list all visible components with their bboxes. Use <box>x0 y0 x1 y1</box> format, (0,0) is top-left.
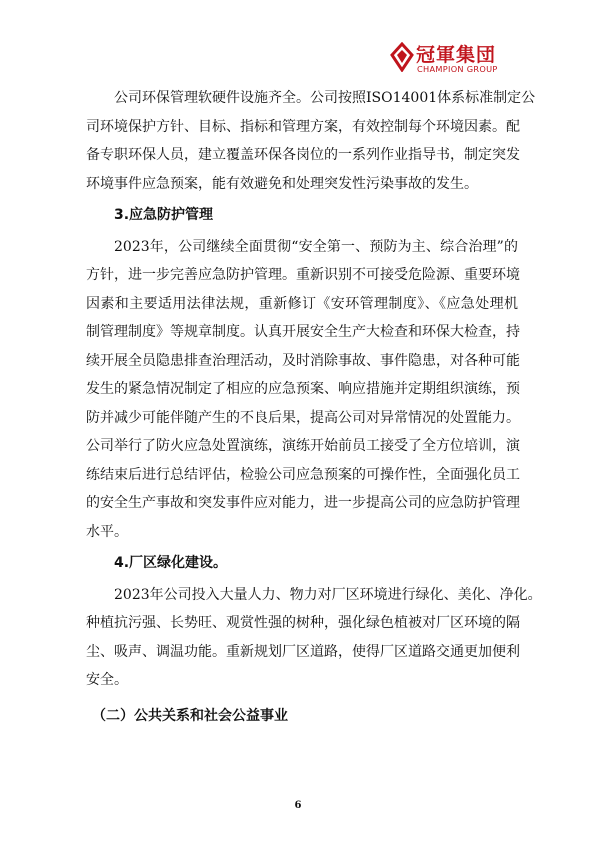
champion-diamond-icon <box>390 42 414 72</box>
text-line: 2023年公司投入大量人力、物力对厂区环境进行绿化、美化、净化。 <box>114 586 542 603</box>
text-line: 2023年，公司继续全面贯彻“安全第一、预防为主、综合治理”的 <box>114 238 518 255</box>
paragraph-emergency-management <box>86 233 518 547</box>
heading-public-relations: （二）公共关系和社会公益事业 <box>92 707 288 724</box>
logo-english-name: CHAMPION GROUP <box>417 64 498 74</box>
text-line: 因素和主要适用法律法规，重新修订《安环管理制度》、《应急处理机 <box>86 295 518 312</box>
paragraph-greening <box>86 581 542 695</box>
logo-chinese-name: 冠軍集団 <box>416 44 497 66</box>
text-line: 环境事件应急预案，能有效避免和处理突发性污染事故的发生。 <box>86 175 478 192</box>
heading-greening: 4.厂区绿化建设。 <box>114 555 228 571</box>
text-line: 公司举行了防火应急处置演练，演练开始前员工接受了全方位培训，演 <box>86 438 520 454</box>
heading-emergency-management: 3.应急防护管理 <box>114 207 214 223</box>
text-line: 司环境保护方针、目标、指标和管理方案，有效控制每个环境因素。配 <box>86 118 520 135</box>
text-line: 发生的紧急情况制定了相应的应急预案、响应措施并定期组织演练，预 <box>86 381 520 397</box>
text-line: 备专职环保人员，建立覆盖环保各岗位的一系列作业指导书，制定突发 <box>86 147 520 163</box>
text-line: 种植抗污强、长势旺、观赏性强的树种，强化绿色植被对厂区环境的隔 <box>86 615 520 631</box>
page-number: 6 <box>294 800 302 811</box>
page-content <box>86 84 542 730</box>
text-line: 制管理制度》等规章制度。认真开展安全生产大检查和环保大检查，持 <box>86 324 520 340</box>
text-line: 尘、吸声、调温功能。重新规划厂区道路，使得厂区道路交通更加便利 <box>86 643 520 660</box>
text-line: 练结束后进行总结评估，检验公司应急预案的可操作性，全面强化员工 <box>86 466 520 483</box>
text-line: 方针，进一步完善应急防护管理。重新识别不可接受危险源、重要环境 <box>86 267 520 283</box>
company-logo <box>390 40 520 76</box>
text-line: 公司环保管理软硬件设施齐全。公司按照ISO14001体系标准制定公 <box>114 90 536 106</box>
text-line: 续开展全员隐患排查治理活动，及时消除事故、事件隐患，对各种可能 <box>86 352 520 369</box>
text-line: 水平。 <box>86 523 128 540</box>
text-line: 安全。 <box>86 672 128 688</box>
text-line: 的安全生产事故和突发事件应对能力，进一步提高公司的应急防护管理 <box>86 495 520 511</box>
paragraph-environmental-facilities <box>86 84 536 198</box>
text-line: 防并减少可能伴随产生的不良后果，提高公司对异常情况的处置能力。 <box>86 409 520 426</box>
